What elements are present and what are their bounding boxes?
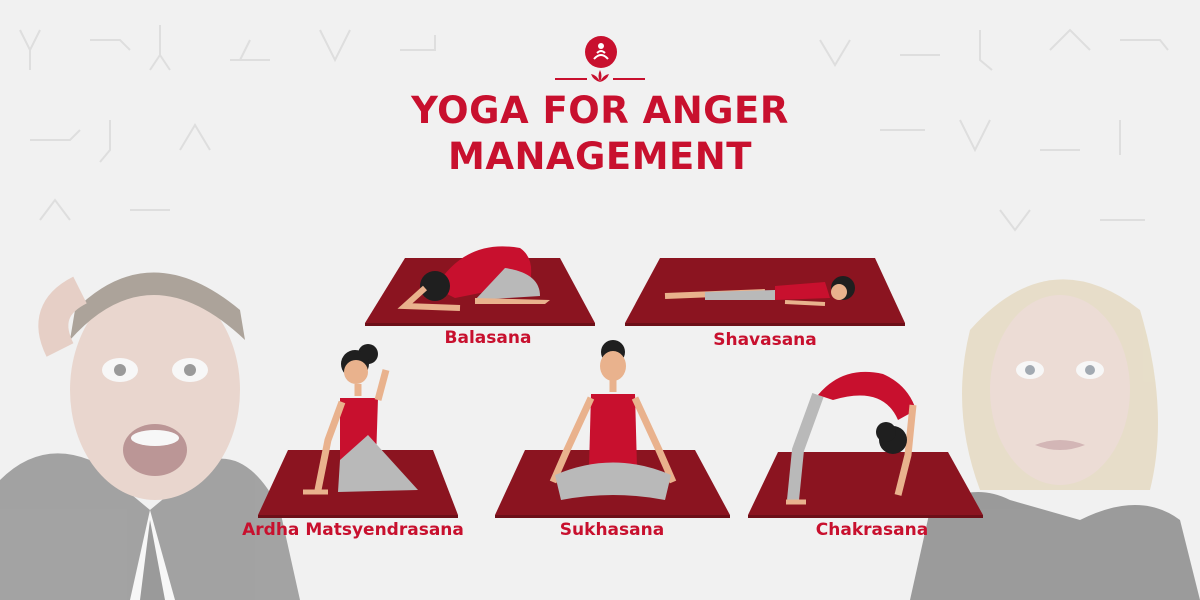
pose-label-shavasana: Shavasana <box>713 330 817 350</box>
chakrasana-illustration <box>748 360 983 518</box>
logo-rule-right <box>613 78 645 80</box>
meditation-logo <box>585 36 617 68</box>
lotus-icon <box>590 69 610 83</box>
meditation-logo-icon <box>590 41 612 63</box>
shavasana-illustration <box>625 258 905 326</box>
sukhasana-illustration <box>495 340 730 518</box>
pose-label-chakrasana: Chakrasana <box>815 520 929 540</box>
pose-label-ardha-matsyendrasana: Ardha Matsyendrasana <box>242 520 464 540</box>
pose-label-sukhasana: Sukhasana <box>559 520 665 540</box>
title-line-1: YOGA FOR ANGER <box>411 89 789 132</box>
balasana-illustration <box>365 238 595 328</box>
logo-rule-left <box>555 78 587 80</box>
ardha-matsyendrasana-illustration <box>258 340 478 518</box>
page-title <box>0 88 1200 180</box>
title-line-2: MANAGEMENT <box>448 135 752 178</box>
angry-man-background <box>0 250 300 600</box>
pose-label-balasana: Balasana <box>444 328 532 348</box>
